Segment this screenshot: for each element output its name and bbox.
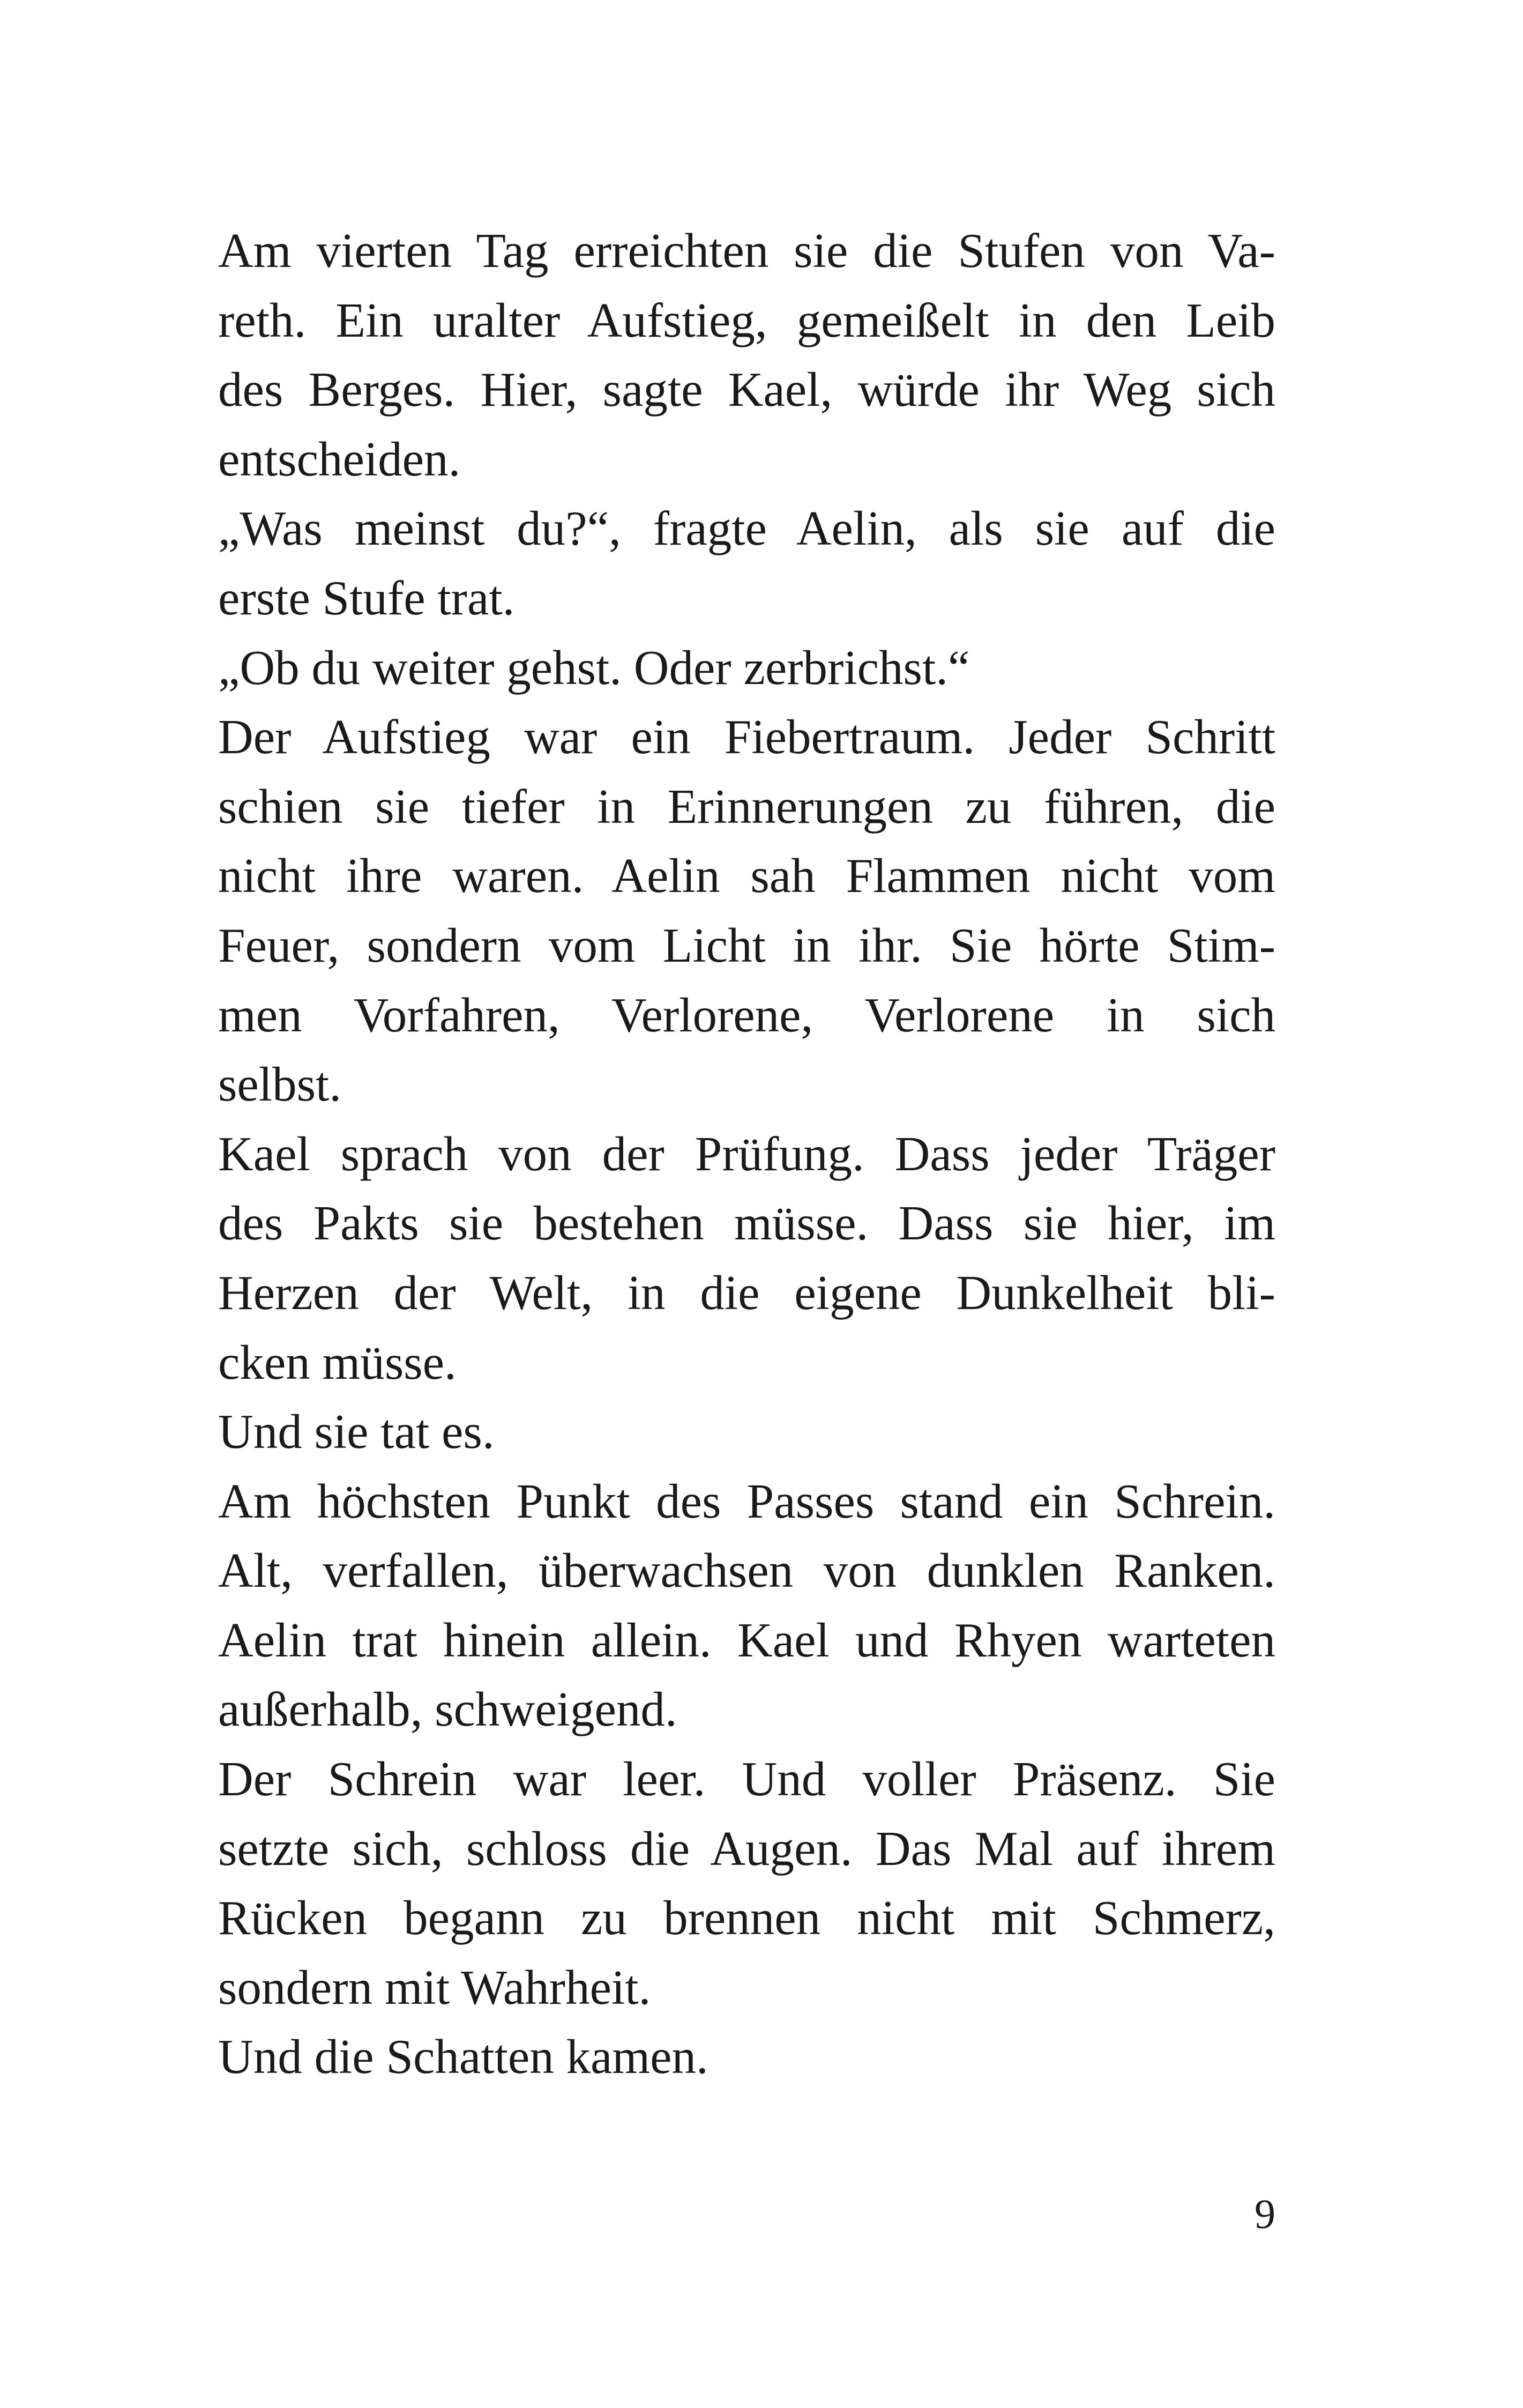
body-text xyxy=(218,216,1275,2092)
text-line: „Was meinst du?“, fragte Aelin, als sie auf die xyxy=(218,501,1275,556)
text-line: men Vorfahren, Verlorene, Verlorene in sich xyxy=(218,987,1275,1042)
text-line: sondern mit Wahrheit. xyxy=(218,1960,651,2015)
text-line: Am höchsten Punkt des Passes stand ein Schrein. xyxy=(218,1474,1275,1528)
text-line: Rücken begann zu brennen nicht mit Schmerz, xyxy=(218,1891,1275,1945)
text-line: Der Aufstieg war ein Fiebertraum. Jeder Schritt xyxy=(218,710,1275,764)
text-line: Kael sprach von der Prüfung. Dass jeder Träger xyxy=(218,1126,1275,1181)
text-line: Der Schrein war leer. Und voller Präsenz. Sie xyxy=(218,1752,1275,1807)
text-line: Und die Schatten kamen. xyxy=(218,2030,708,2084)
text-line: „Ob du weiter gehst. Oder zerbrichst.“ xyxy=(218,640,970,695)
text-line: cken müsse. xyxy=(218,1335,457,1389)
text-line: Aelin trat hinein allein. Kael und Rhyen warteten xyxy=(218,1612,1275,1667)
text-line: außerhalb, schweigend. xyxy=(218,1682,677,1737)
text-line: Alt, verfallen, überwachsen von dunklen Ranken. xyxy=(218,1543,1275,1598)
text-line: Herzen der Welt, in die eigene Dunkelheit bli- xyxy=(218,1265,1275,1320)
text-line: nicht ihre waren. Aelin sah Flammen nicht vom xyxy=(218,849,1275,903)
text-line: des Berges. Hier, sagte Kael, würde ihr Weg sich xyxy=(218,362,1275,417)
text-line: Und sie tat es. xyxy=(218,1404,495,1459)
text-line: selbst. xyxy=(218,1057,342,1112)
text-line: erste Stufe trat. xyxy=(218,570,515,625)
text-line: Feuer, sondern vom Licht in ihr. Sie hörte Stim- xyxy=(218,918,1275,972)
text-line: Am vierten Tag erreichten sie die Stufen von Va- xyxy=(218,224,1275,278)
text-line: des Pakts sie bestehen müsse. Dass sie hier, im xyxy=(218,1196,1275,1251)
text-line: schien sie tiefer in Erinnerungen zu führen, die xyxy=(218,779,1275,834)
text-line: setzte sich, schloss die Augen. Das Mal auf ihrem xyxy=(218,1821,1275,1876)
text-line: entscheiden. xyxy=(218,432,461,486)
text-line: reth. Ein uralter Aufstieg, gemeißelt in den Leib xyxy=(218,293,1275,347)
page-number: 9 xyxy=(1255,2190,1275,2237)
